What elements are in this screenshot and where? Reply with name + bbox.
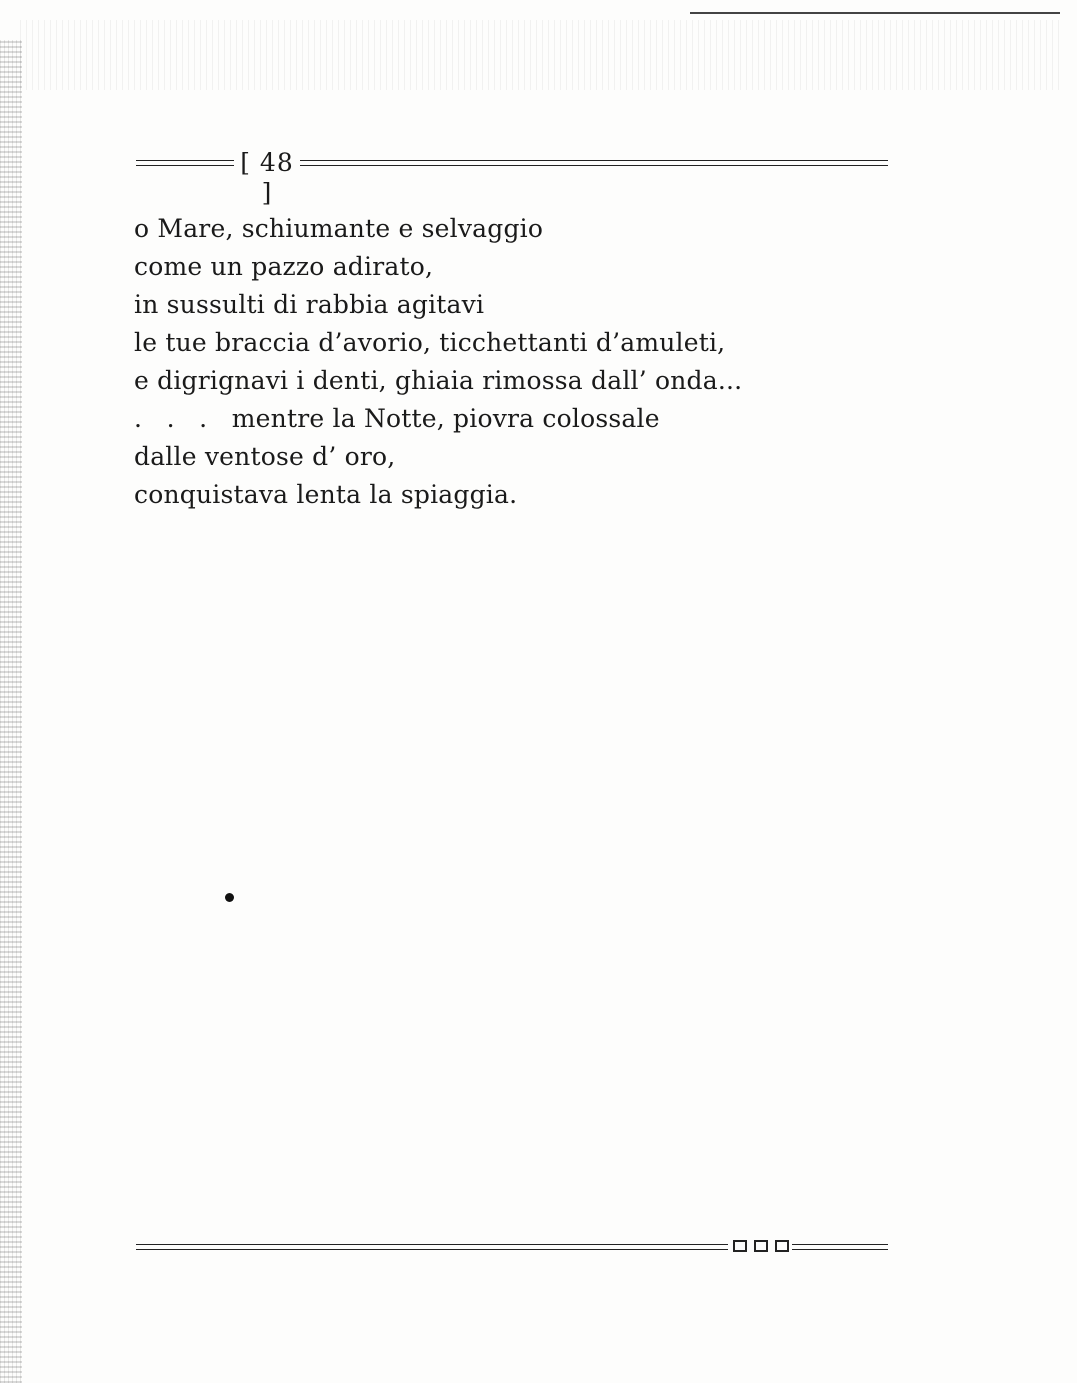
footer-rule-right — [792, 1244, 888, 1250]
footer-rule-left — [136, 1244, 728, 1250]
poem-line: e digrignavi i denti, ghiaia rimossa dall’ onda... — [134, 366, 743, 395]
poem-text — [134, 210, 894, 514]
poem-line: le tue braccia d’avorio, ticchettanti d’amuleti, — [134, 328, 726, 357]
page-header — [136, 146, 888, 207]
poem-line: dalle ventose d’ oro, — [134, 442, 396, 471]
ornament-square — [754, 1240, 768, 1252]
poem-line: conquistava lenta la spiaggia. — [134, 480, 518, 509]
ornament-square — [733, 1240, 747, 1252]
ornament-three-squares-icon — [733, 1240, 789, 1254]
page-footer — [136, 1238, 888, 1260]
scan-top-line — [690, 12, 1060, 14]
poem-line: . . . mentre la Notte, piovra colossale — [134, 404, 660, 433]
poem-line: o Mare, schiumante e selvaggio — [134, 214, 544, 243]
poem-line: in sussulti di rabbia agitavi — [134, 290, 485, 319]
poem-line: come un pazzo adirato, — [134, 252, 434, 281]
scan-noise — [20, 20, 1060, 90]
ink-speck — [225, 893, 234, 902]
page-number: [ 48 ] — [240, 148, 294, 207]
scan-edge-shadow — [0, 40, 22, 1383]
header-rule-left — [136, 160, 234, 166]
ornament-square — [775, 1240, 789, 1252]
header-rule-right — [300, 160, 888, 166]
